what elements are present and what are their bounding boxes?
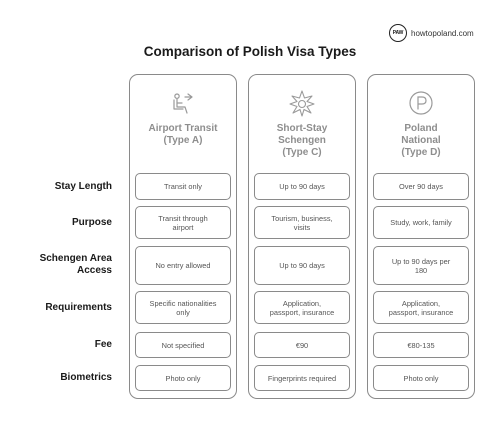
row-label-purpose: Purpose [71,217,112,228]
cell-requirements-type-c: Application, passport, insurance [254,291,350,324]
brand[interactable] [389,24,474,42]
row-label-schengen-access: Schengen Area Access [39,253,112,276]
cell-stay-length-type-d: Over 90 days [373,173,469,200]
cell-requirements-type-d: Application, passport, insurance [373,291,469,324]
cell-stay-length-type-a: Transit only [135,173,231,200]
column-header-type-a: Airport Transit (Type A) [148,123,218,146]
brand-logo: PAW [389,24,407,42]
cell-fee-type-c: €90 [254,332,350,358]
cell-purpose-type-d: Study, work, family [373,206,469,239]
row-label-stay-length: Stay Length [54,181,112,192]
cell-fee-type-d: €80-135 [373,332,469,358]
cell-schengen-access-type-c: Up to 90 days [254,246,350,285]
cell-fee-type-a: Not specified [135,332,231,358]
eu-star-icon [287,88,317,118]
cell-purpose-type-c: Tourism, business, visits [254,206,350,239]
cell-stay-length-type-c: Up to 90 days [254,173,350,200]
cell-requirements-type-a: Specific nationalities only [135,291,231,324]
brand-site-link[interactable]: howtopoland.com [411,28,474,38]
row-label-biometrics: Biometrics [60,372,112,383]
cell-biometrics-type-c: Fingerprints required [254,365,350,391]
column-header-type-d: Poland National (Type D) [401,123,441,158]
row-label-requirements: Requirements [45,302,112,313]
row-label-fee: Fee [94,339,112,350]
cell-biometrics-type-a: Photo only [135,365,231,391]
cell-schengen-access-type-d: Up to 90 days per 180 [373,246,469,285]
parking-p-icon [406,88,436,118]
page-title: Comparison of Polish Visa Types [143,44,357,59]
cell-purpose-type-a: Transit through airport [135,206,231,239]
airport-seat-icon [168,88,198,118]
cell-biometrics-type-d: Photo only [373,365,469,391]
cell-schengen-access-type-a: No entry allowed [135,246,231,285]
column-header-type-c: Short-Stay Schengen (Type C) [276,123,328,158]
